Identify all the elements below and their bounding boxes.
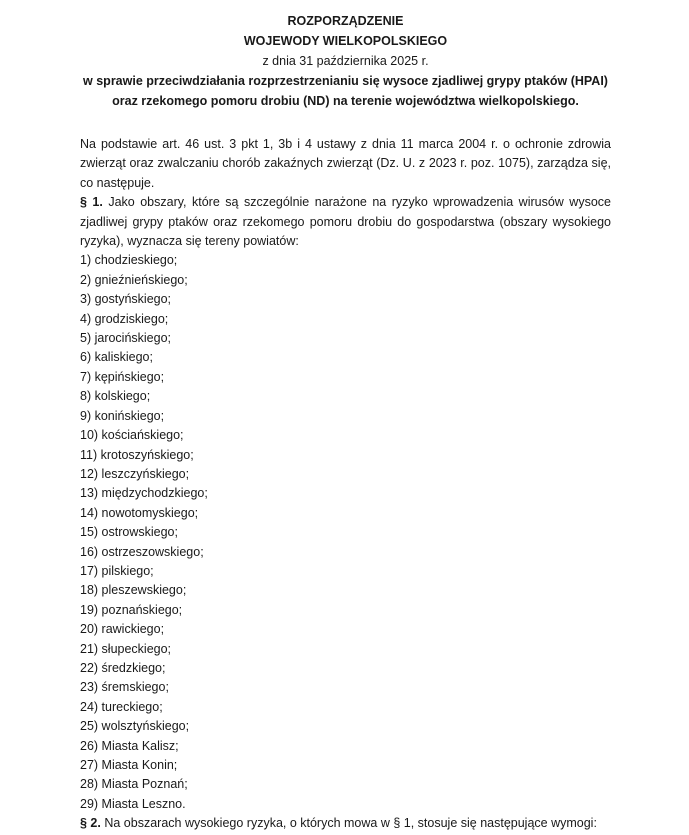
county-list-item-8: 8) kolskiego; — [80, 389, 151, 404]
county-list-item-29: 29) Miasta Leszno. — [80, 796, 186, 811]
county-list-item-20: 20) rawickiego; — [80, 622, 165, 637]
county-list-item-16: 16) ostrzeszowskiego; — [80, 544, 204, 559]
county-list-item-2: 2) gnieźnieńskiego; — [80, 272, 188, 287]
county-list-item-6: 6) kaliskiego; — [80, 350, 153, 365]
county-list-item-28: 28) Miasta Poznań; — [80, 777, 188, 792]
county-list-item-25: 25) wolsztyńskiego; — [80, 719, 190, 734]
county-list-item-13: 13) międzychodzkiego; — [80, 486, 208, 501]
document-date: z dnia 31 października 2025 r. — [262, 54, 429, 68]
county-list-item-21: 21) słupeckiego; — [80, 641, 172, 656]
county-list-item-3: 3) gostyńskiego; — [80, 292, 172, 307]
county-list-item-7: 7) kępińskiego; — [80, 369, 165, 384]
county-list-item-27: 27) Miasta Konin; — [80, 758, 178, 772]
document-subject: w sprawie przeciwdziałania rozprzestrzenianiu się wysoce zjadliwej grypy ptaków (HPAI) oraz rzekomego pomoru drobiu (ND) na terenie województwa wielkopolskiego. — [83, 74, 608, 108]
county-list-item-17: 17) pilskiego; — [80, 563, 154, 578]
document-issuer: WOJEWODY WIELKOPOLSKIEGO — [243, 34, 448, 48]
document-body — [80, 135, 611, 834]
preamble-paragraph: Na podstawie art. 46 ust. 3 pkt 1, 3b i 4 ustawy z dnia 11 marca 2004 r. o ochronie zdrowia zwierząt oraz zwalczaniu chorób zakaźnych zwierząt (Dz. U. z 2023 r. poz. 1075), zarządza się, co następuje. — [80, 137, 611, 190]
document-title: ROZPORZĄDZENIE — [287, 14, 404, 28]
county-list-item-22: 22) średzkiego; — [80, 660, 166, 675]
county-list-item-24: 24) tureckiego; — [80, 699, 163, 714]
county-list-item-23: 23) śremskiego; — [80, 680, 169, 695]
county-list-item-11: 11) krotoszyńskiego; — [80, 447, 194, 462]
county-list-item-26: 26) Miasta Kalisz; — [80, 738, 179, 753]
section-2-label: § 2. — [80, 816, 101, 831]
county-list-item-18: 18) pleszewskiego; — [80, 583, 187, 598]
county-list-item-4: 4) grodziskiego; — [80, 311, 169, 326]
county-list-item-19: 19) poznańskiego; — [80, 602, 183, 617]
county-list-item-10: 10) kościańskiego; — [80, 428, 184, 443]
section-2-paragraph — [80, 814, 611, 833]
county-list-item-14: 14) nowotomyskiego; — [80, 505, 199, 520]
section-1-text: Jako obszary, które są szczególnie narażone na ryzyko wprowadzenia wirusów wysoce zjadliwej grypy ptaków oraz rzekomego pomoru drobiu do gospodarstwa (obszary wysokiego ryzyka), wyznacza się tereny powiatów: — [80, 195, 611, 249]
county-list-item-12: 12) leszczyńskiego; — [80, 466, 190, 481]
document-header — [80, 11, 611, 111]
section-1-label: § 1. — [80, 195, 103, 210]
county-list-item-15: 15) ostrowskiego; — [80, 525, 178, 540]
county-list-item-1: 1) chodzieskiego; — [80, 253, 178, 268]
section-1-paragraph — [80, 193, 611, 251]
section-2-text: Na obszarach wysokiego ryzyka, o których mowa w § 1, stosuje się następujące wymogi: — [104, 816, 597, 831]
county-list — [80, 251, 611, 814]
county-list-item-5: 5) jarocińskiego; — [80, 331, 172, 346]
county-list-item-9: 9) konińskiego; — [80, 408, 165, 423]
